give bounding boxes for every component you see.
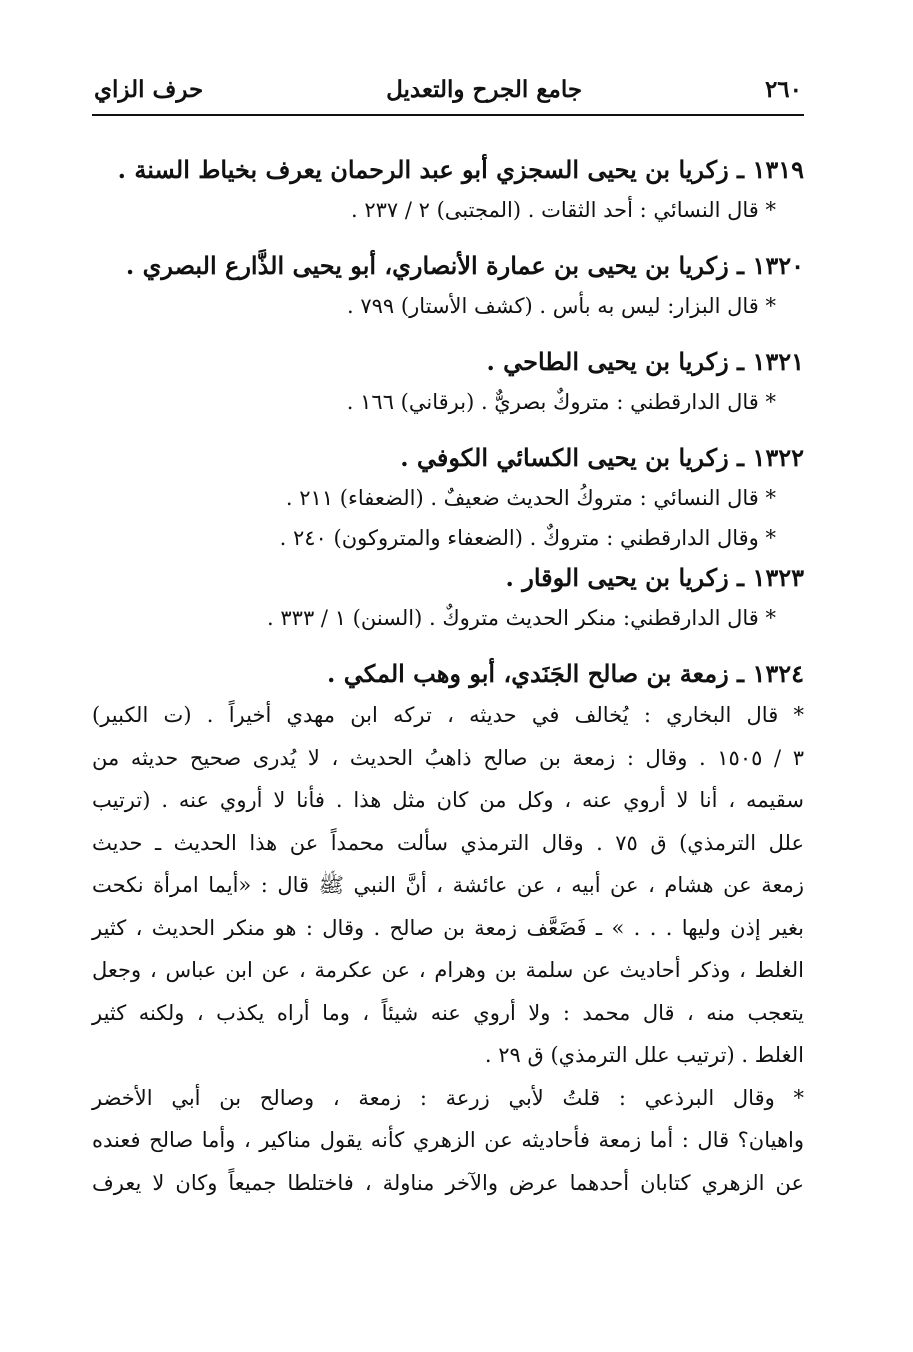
paragraph-line: واهيان؟ قال : أما زمعة فأحاديثه عن الزهري كأنه يقول مناكير ، وأما صالح فعنده bbox=[92, 1128, 804, 1152]
entry-1323 bbox=[92, 558, 804, 638]
paragraph-line: الغلط . (ترتيب علل الترمذي) ق ٢٩ . bbox=[484, 1043, 804, 1067]
entry-title: ١٣٢٤ ـ زمعة بن صالح الجَنَدي، أبو وهب المكي . bbox=[327, 659, 804, 688]
entry-quote: * وقال الدارقطني : متروكٌ . (الضعفاء والمتروكون) ٢٤٠ . bbox=[279, 526, 776, 550]
entry-1320 bbox=[92, 246, 804, 326]
paragraph-line: * قال البخاري : يُخالف في حديثه ، تركه ابن مهدي أخيراً . (ت الكبير) bbox=[92, 703, 804, 727]
entry-1319 bbox=[92, 150, 804, 230]
page-number: ٢٦٠ bbox=[764, 76, 802, 103]
page-content bbox=[92, 150, 804, 1204]
paragraph-line: سقيمه ، أنا لا أروي عنه ، وكل من كان مثل هذا . فأنا لا أروي عنه . (ترتيب bbox=[92, 788, 804, 812]
page-header bbox=[92, 70, 804, 116]
entry-title: ١٣٢١ ـ زكريا بن يحيى الطاحي . bbox=[486, 347, 804, 376]
paragraph-line: بغير إذن وليها . . . » ـ فَضَعَّف زمعة بن صالح . وقال : هو منكر الحديث ، كثير bbox=[92, 915, 804, 940]
entry-quote: * قال النسائي : أحد الثقات . (المجتبى) ٢ / ٢٣٧ . bbox=[350, 198, 776, 222]
entry-1322 bbox=[92, 438, 804, 558]
entry-quote: * قال البزار: ليس به بأس . (كشف الأستار) ٧٩٩ . bbox=[347, 294, 776, 318]
entry-title: ١٣١٩ ـ زكريا بن يحيى السجزي أبو عبد الرحمان يعرف بخياط السنة . bbox=[117, 155, 804, 184]
paragraph-line: علل الترمذي) ق ٧٥ . وقال الترمذي سألت محمداً عن هذا الحديث ـ حديث bbox=[92, 830, 805, 855]
paragraph-line: ٣ / ١٥٠٥ . وقال : زمعة بن صالح ذاهبُ الحديث ، لا يُدرى صحيح حديثه من bbox=[92, 745, 804, 770]
paragraph-line: * وقال البرذعي : قلتُ لأبي زرعة : زمعة ، وصالح بن أبي الأخضر bbox=[92, 1085, 804, 1110]
paragraph-line: عن الزهري كتابان أحدهما عرض والآخر مناولة ، فاختلطا جميعاً وكان لا يعرف bbox=[92, 1170, 804, 1195]
entry-title: ١٣٢٠ ـ زكريا بن يحيى بن عمارة الأنصاري، أبو يحيى الذَّارع البصري . bbox=[125, 251, 804, 280]
section-title: حرف الزاي bbox=[94, 76, 204, 103]
entry-title: ١٣٢٢ ـ زكريا بن يحيى الكسائي الكوفي . bbox=[400, 443, 804, 472]
entry-1324 bbox=[92, 654, 804, 1204]
page bbox=[92, 70, 804, 1204]
paragraph-line: الغلط ، وذكر أحاديث عن سلمة بن وهرام ، عن عكرمة ، عن ابن عباس ، وجعل bbox=[92, 958, 804, 982]
paragraph-line: زمعة عن هشام ، عن أبيه ، عن عائشة ، أنَّ النبي ﷺ قال : «أيما امرأة نكحت bbox=[92, 873, 804, 897]
entry-quote: * قال الدارقطني: منكر الحديث متروكٌ . (السنن) ١ / ٣٣٣ . bbox=[267, 606, 776, 630]
entry-title: ١٣٢٣ ـ زكريا بن يحيى الوقار . bbox=[505, 563, 804, 592]
paragraph-line: يتعجب منه ، قال محمد : ولا أروي عنه شيئاً ، وما أراه يكذب ، ولكنه كثير bbox=[92, 1000, 804, 1025]
entry-quote: * قال الدارقطني : متروكٌ بصريٌّ . (برقاني) ١٦٦ . bbox=[346, 390, 776, 414]
book-title: جامع الجرح والتعديل bbox=[386, 76, 583, 103]
entry-1321 bbox=[92, 342, 804, 422]
entry-quote: * قال النسائي : متروكُ الحديث ضعيفٌ . (الضعفاء) ٢١١ . bbox=[285, 486, 776, 510]
